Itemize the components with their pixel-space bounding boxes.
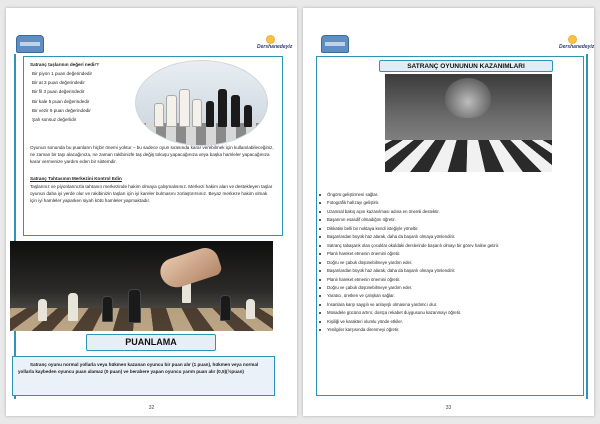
page-left [6, 8, 297, 416]
page-number: 33 [445, 405, 452, 411]
puanlama-box [12, 356, 275, 396]
list-item: Uzamsal bakış açısı kazanılması adına en önemli destektir. [317, 208, 579, 216]
boy-chess-photo [385, 74, 552, 172]
list-item: Doğru ve çabuk düşünebilmeye yardım eder. [317, 259, 579, 267]
value-item: Bir fil 3 puan değerindedir [32, 89, 85, 95]
chess-pieces-photo [135, 60, 268, 146]
list-item: Planlı hareket etmenin önemini öğretir. [317, 276, 579, 284]
brand-text: Dershanedeyiz [257, 44, 293, 50]
list-item: Satranç tabaşarık olan çocuklar okuldaki derslerinde başarılı olmayı bir görev haline getirir. [317, 242, 579, 250]
list-item: Dikkatini belli bir noktaya kendi isteğiyle yöneltir. [317, 225, 579, 233]
kazanimlar-title: SATRANÇ OYUNUNUN KAZANIMLARI [379, 60, 553, 72]
list-item: Kişiliği ve karakteri olumlu yönde etkiler. [317, 318, 579, 326]
list-item: Başarının esasdif olmadığını öğretir. [317, 216, 579, 224]
value-item: Şah sonsuz değerlidir [32, 117, 77, 123]
list-item: Doğru ve çabuk düşünebilmeye yardım eder. [317, 284, 579, 292]
kazanimlar-list [317, 191, 579, 335]
list-item: İnsanlara karşı saygılı ve anlayışlı olmasına yardımcı olur. [317, 301, 579, 309]
brand-logo [559, 35, 594, 53]
page-right [303, 8, 594, 416]
value-item: Bir vezir 9 puan değerindedir [32, 107, 91, 113]
hand-chess-photo [10, 241, 273, 331]
list-item: Yenilgiler karşısında direnmeyi öğretir. [317, 326, 579, 334]
brand-text: Dershanedeyiz [559, 44, 594, 50]
values-list [32, 70, 137, 123]
paragraph-1: Oyunun sonunda bu puanların hiçbir önemi yoktur – bu sadece oyun sırasında karar verebilmek için kullanılabileceğiniz, ne zaman bir taşı alacağınıza, ne zaman rakibinizle taş değiş tokuşu yapacağınıza veya başka hamleler yapacağınıza karar vermenize yardım eden bir sistemdir. [30, 145, 274, 165]
puanlama-text: Satranç oyunu normal yollarla veya hükmen kazanan oyuncu bir puan alır (1 puan), hükmen veya normal yollarla kaybeden oyuncu puan alamaz (0 puan) ve berabere yapan oyuncu yarım puan alır (0,5)(½puan) [18, 362, 259, 375]
list-item: Yaratıcı, üretken ve çalışkan sağlar. [317, 292, 579, 300]
sun-icon [568, 35, 577, 44]
section-title-puanlama: PUANLAMA [86, 334, 216, 351]
list-item: Başarılardan büyük haz alarak, daha da başarılı olmaya yönlendirir. [317, 267, 579, 275]
page-number: 32 [148, 405, 155, 411]
sidebar-line [586, 54, 588, 399]
values-question: Satranç taşlarının değeri nedir? [30, 62, 99, 67]
list-item: Planlı hareket etmenin önemini öğretir. [317, 250, 579, 258]
sun-icon [266, 35, 275, 44]
value-item: Bir at 3 puan değerindedir [32, 80, 85, 86]
center-heading: Satranç Tahtasının Merkezini Kontrol Edin [30, 176, 122, 181]
brand-logo [257, 35, 293, 53]
value-item: Bir kale 5 puan değerindedir [32, 98, 90, 104]
list-item: Başarılardan büyük haz alarak, daha da başarılı olmaya yönlendirir. [317, 233, 579, 241]
list-item: Öngörü geliştirmeni sağlar. [317, 191, 579, 199]
list-item: Müsadele gücünü artırır, dostça rekabet duygusunu kazanmayı öğretir. [317, 309, 579, 317]
list-item: Fotografik hafızayı geliştirir. [317, 199, 579, 207]
paragraph-2: Taşlarınız ve piyonlarınızla tahtanın merkezinde hakim olmaya çalışmalısınız. Merkezi hakim alan ve destekleyen taşlar oyunun daha iyi yerde olur ve rakibinizin taşları için iyi kareler bulmasını zorlaştırırsınız. Beyaz merkeze hakim olmak için iyi hamleler yaparken siyah kötü hamleler yapmaktadır. [30, 184, 273, 204]
school-logo [16, 35, 44, 53]
school-logo [321, 35, 349, 53]
value-item: Bir piyon 1 puan değerindedir [32, 71, 93, 76]
sidebar-line [14, 54, 16, 399]
